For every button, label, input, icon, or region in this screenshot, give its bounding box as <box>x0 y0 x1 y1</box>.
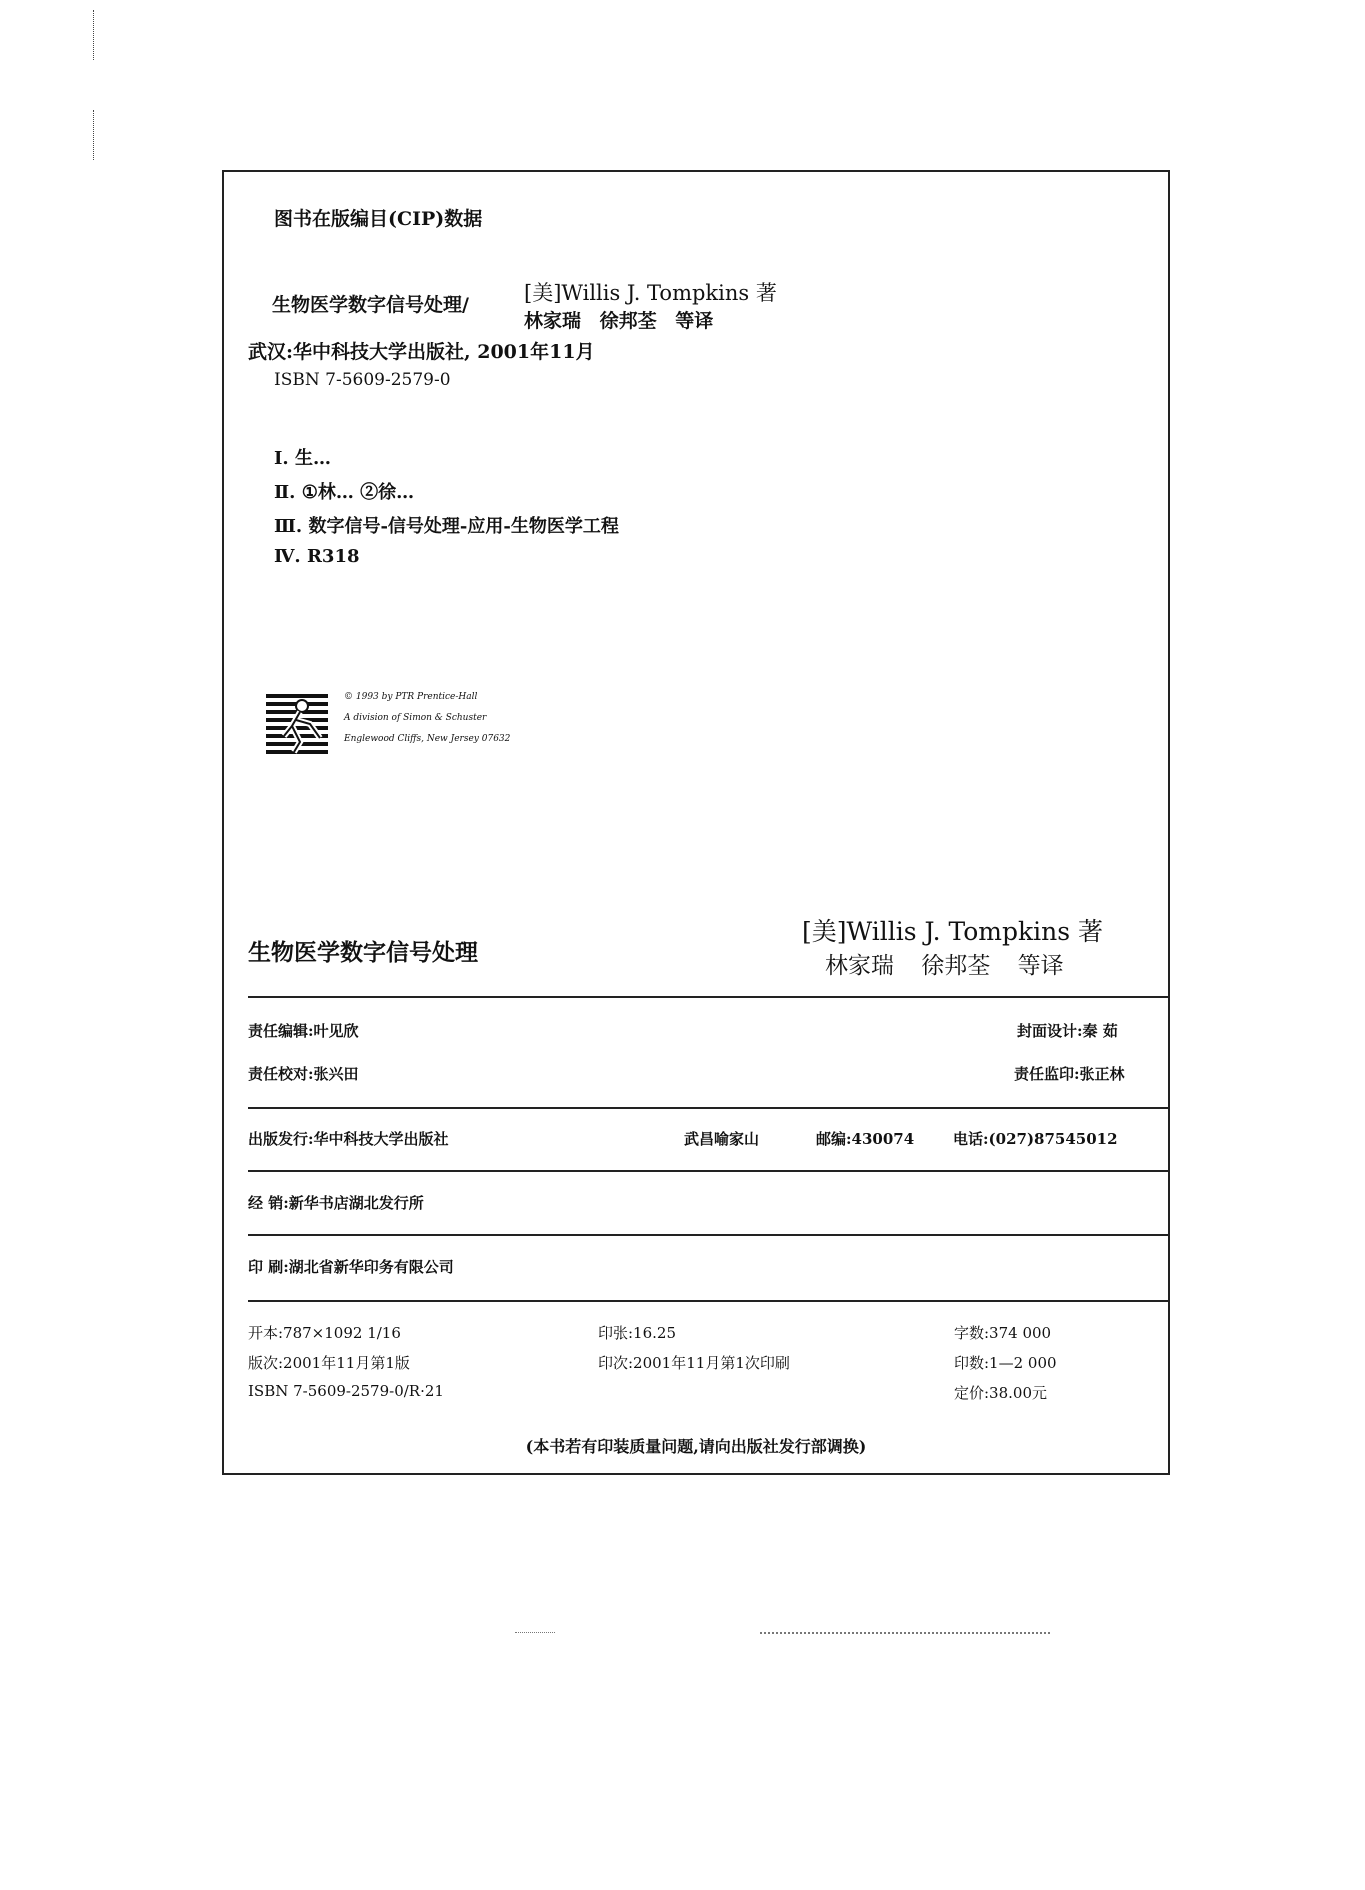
divider <box>248 1300 1168 1302</box>
isbn-full: ISBN 7-5609-2579-0/R·21 <box>248 1382 444 1400</box>
price-spec: 定价:38.00元 <box>954 1384 1047 1402</box>
book-translators: 林家瑞 徐邦荃 等译 <box>825 953 1064 979</box>
publisher-postcode: 邮编:430074 <box>816 1130 915 1148</box>
classification-line: Ⅱ. ①林… ②徐… <box>274 482 415 503</box>
printer-info: 印 刷:湖北省新华印务有限公司 <box>248 1258 454 1276</box>
editor-credit: 责任编辑:叶见欣 <box>248 1022 359 1040</box>
publisher-logo <box>266 692 328 754</box>
scan-noise <box>760 1632 1050 1634</box>
format-spec: 开本:787×1092 1/16 <box>248 1324 401 1342</box>
cip-publisher-line: 武汉:华中科技大学出版社, 2001年11月 <box>248 341 595 363</box>
publisher-address: 武昌喻家山 <box>684 1130 760 1148</box>
divider <box>248 996 1168 998</box>
divider <box>248 1234 1168 1236</box>
classification-line: Ⅰ. 生… <box>274 448 331 469</box>
cip-author: [美]Willis J. Tompkins 著 <box>524 281 777 305</box>
scan-mark <box>93 110 94 160</box>
divider <box>248 1107 1168 1109</box>
printing-spec: 印次:2001年11月第1次印刷 <box>598 1354 790 1372</box>
scan-mark <box>93 10 94 60</box>
publisher-info: 出版发行:华中科技大学出版社 <box>248 1130 449 1148</box>
cip-isbn: ISBN 7-5609-2579-0 <box>274 370 451 390</box>
copyright-line: © 1993 by PTR Prentice-Hall <box>344 692 478 702</box>
print-supervisor-credit: 责任监印:张正林 <box>1014 1065 1125 1083</box>
divider <box>248 1170 1168 1172</box>
word-count-spec: 字数:374 000 <box>954 1324 1052 1342</box>
cip-book-title: 生物医学数字信号处理/ <box>272 294 469 316</box>
distributor-info: 经 销:新华书店湖北发行所 <box>248 1194 424 1212</box>
proofreader-credit: 责任校对:张兴田 <box>248 1065 359 1083</box>
publisher-phone: 电话:(027)87545012 <box>953 1130 1118 1148</box>
edition-spec: 版次:2001年11月第1版 <box>248 1354 410 1372</box>
sheets-spec: 印张:16.25 <box>598 1324 676 1342</box>
cip-header: 图书在版编目(CIP)数据 <box>274 208 483 230</box>
book-title: 生物医学数字信号处理 <box>248 939 478 966</box>
classification-line: Ⅲ. 数字信号-信号处理-应用-生物医学工程 <box>274 516 619 537</box>
book-author: [美]Willis J. Tompkins 著 <box>802 917 1104 946</box>
scan-noise <box>515 1632 555 1633</box>
cip-translators: 林家瑞 徐邦荃 等译 <box>524 310 714 332</box>
copyright-page-frame <box>222 170 1170 1475</box>
copyright-line: A division of Simon & Schuster <box>344 713 487 723</box>
cover-design-credit: 封面设计:秦 茹 <box>1017 1022 1118 1040</box>
print-run-spec: 印数:1—2 000 <box>954 1354 1057 1372</box>
copyright-line: Englewood Cliffs, New Jersey 07632 <box>344 734 511 744</box>
footer-note: (本书若有印装质量问题,请向出版社发行部调换) <box>525 1437 867 1456</box>
classification-line: Ⅳ. R318 <box>274 546 360 567</box>
